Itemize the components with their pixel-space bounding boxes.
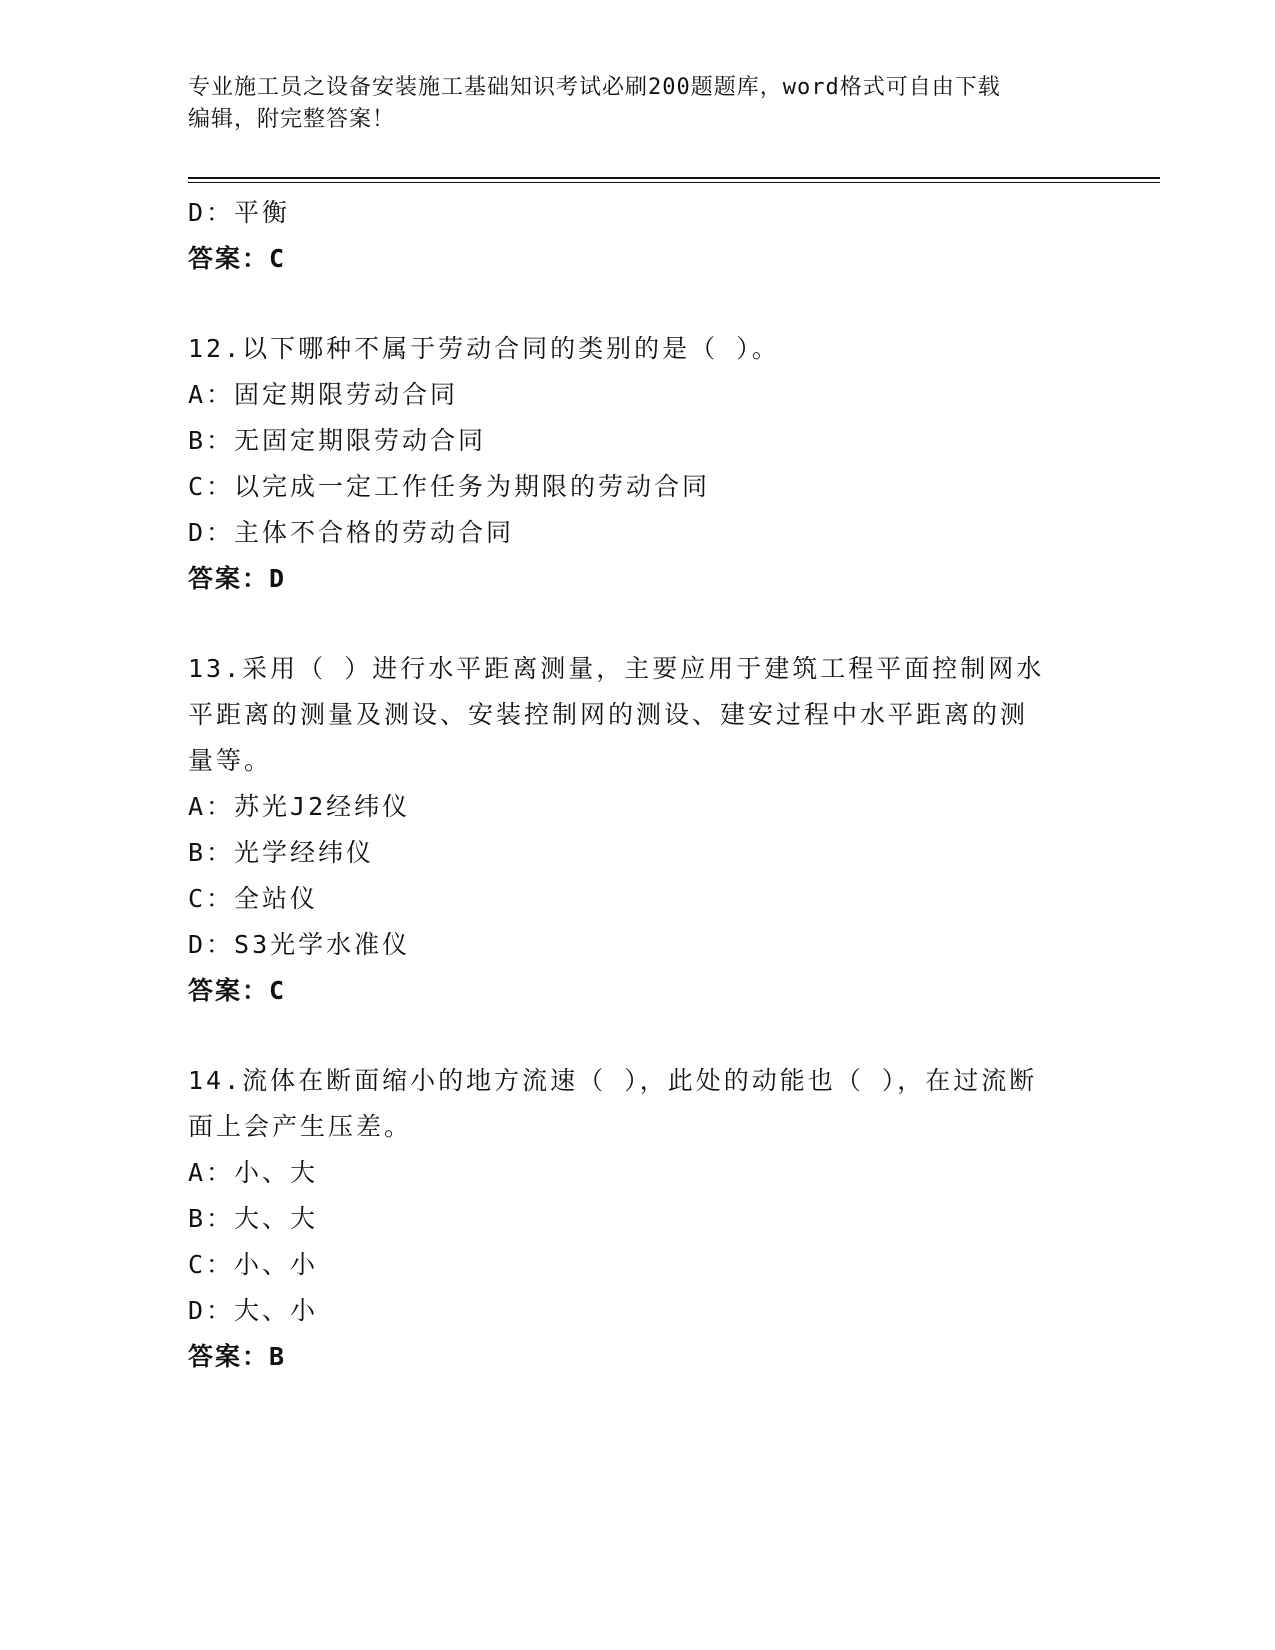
answer-line: 答案：B bbox=[188, 1342, 287, 1371]
header-divider-thick bbox=[188, 177, 1160, 179]
spacer bbox=[188, 602, 1088, 646]
header-title-line-1: 专业施工员之设备安装施工基础知识考试必刷200题题库，word格式可自由下载 bbox=[188, 75, 1001, 100]
question-stem-line-2: 平距离的测量及测设、安装控制网的测设、建安过程中水平距离的测 bbox=[188, 700, 1029, 729]
option-d: D：主体不合格的劳动合同 bbox=[188, 518, 515, 547]
option-d: D：平衡 bbox=[188, 198, 291, 227]
question-stem-line-2: 面上会产生压差。 bbox=[188, 1112, 413, 1141]
document-body bbox=[188, 190, 1088, 1380]
option-c: C：全站仪 bbox=[188, 884, 319, 913]
answer-line: 答案：C bbox=[188, 976, 287, 1005]
page-header bbox=[188, 72, 1088, 136]
header-divider-thin bbox=[188, 182, 1160, 183]
answer-line: 答案：C bbox=[188, 244, 287, 273]
question-13 bbox=[188, 646, 1088, 1014]
option-b: B：光学经纬仪 bbox=[188, 838, 375, 867]
question-stem-line-1: 14.流体在断面缩小的地方流速（ ），此处的动能也（ ），在过流断 bbox=[188, 1066, 1038, 1095]
option-a: A：苏光J2经纬仪 bbox=[188, 792, 411, 821]
spacer bbox=[188, 282, 1088, 326]
answer-line: 答案：D bbox=[188, 564, 287, 593]
option-d: D：大、小 bbox=[188, 1296, 319, 1325]
spacer bbox=[188, 1014, 1088, 1058]
question-stem-line-3: 量等。 bbox=[188, 746, 273, 775]
option-d: D：S3光学水准仪 bbox=[188, 930, 411, 959]
option-a: A：固定期限劳动合同 bbox=[188, 380, 459, 409]
question-stem-line-1: 13.采用（ ）进行水平距离测量，主要应用于建筑工程平面控制网水 bbox=[188, 654, 1045, 683]
option-b: B：大、大 bbox=[188, 1204, 319, 1233]
question-stem: 12.以下哪种不属于劳动合同的类别的是（ ）。 bbox=[188, 334, 780, 363]
header-title-line-2: 编辑，附完整答案！ bbox=[188, 107, 396, 132]
option-c: C：小、小 bbox=[188, 1250, 319, 1279]
previous-question-tail bbox=[188, 190, 1088, 282]
option-c: C：以完成一定工作任务为期限的劳动合同 bbox=[188, 472, 711, 501]
option-b: B：无固定期限劳动合同 bbox=[188, 426, 487, 455]
question-12 bbox=[188, 326, 1088, 602]
option-a: A：小、大 bbox=[188, 1158, 319, 1187]
question-14 bbox=[188, 1058, 1088, 1380]
